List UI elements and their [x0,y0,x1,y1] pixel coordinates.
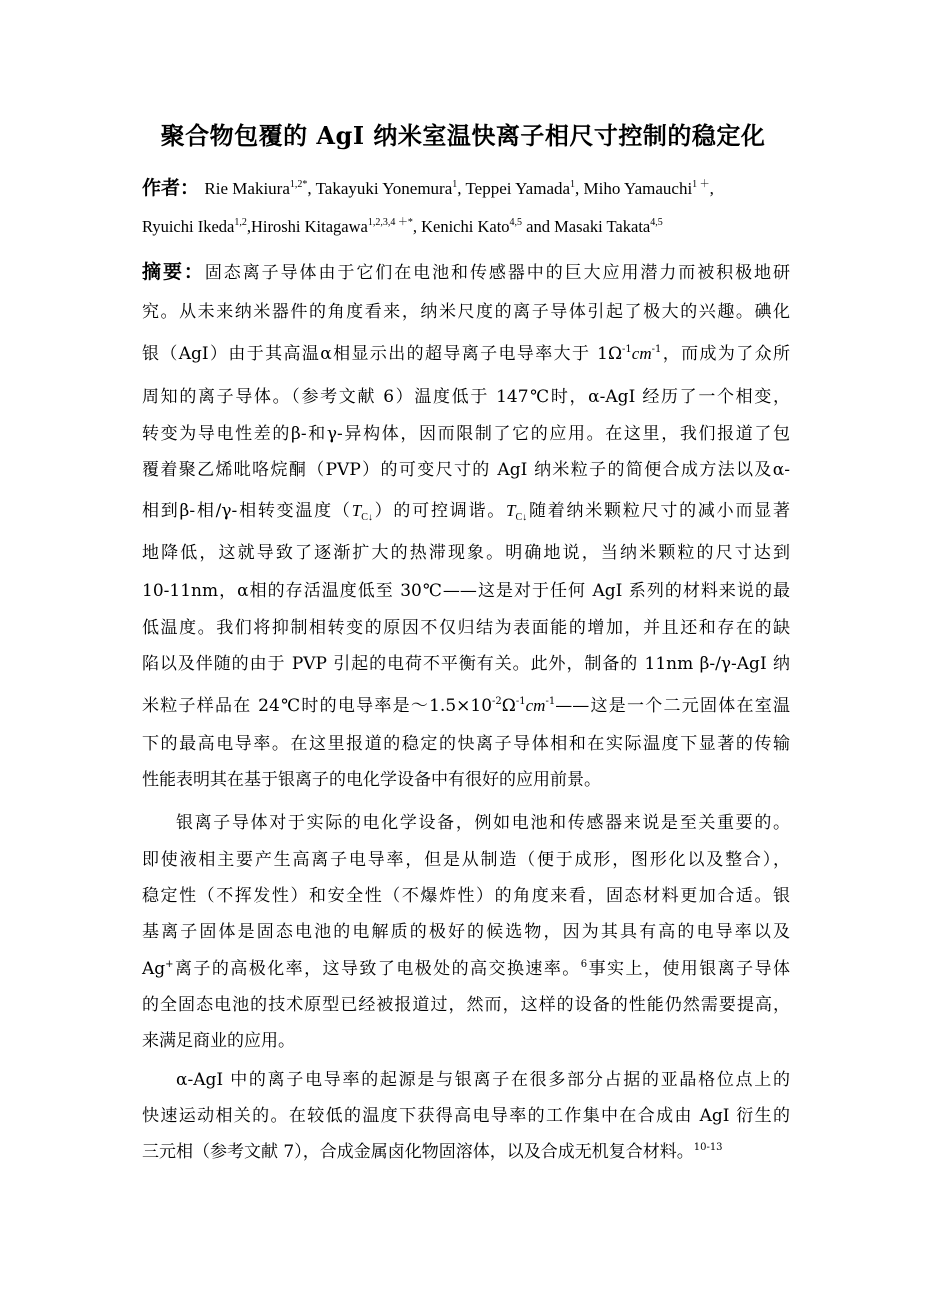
abstract-line: 性能表明其在基于银离子的电化学设备中有很好的应用前景。 [142,770,601,790]
author: Miho Yamauchi$^{1 +}$, [583,179,714,198]
body-line: 稳定性（不挥发性）和安全性（不爆炸性）的角度来看，固态材料更加合适。银 [142,886,790,906]
abstract-line: 周知的离子导体。（参考文献 6）温度低于 147℃时，α-AgI 经历了一个相变， [142,387,790,407]
tc-symbol: $T_{C↓}$ [351,501,373,523]
abstract-line: 低温度。我们将抑制相转变的原因不仅归结为表面能的增加，并且还和存在的缺 [142,618,790,638]
author: Ryuichi Ikeda$^{1,2}$, [142,217,251,236]
body-line: Ag+离子的高极化率，这导致了电极处的高交换速率。$^6$事实上，使用银离子导体 [142,959,791,979]
abstract-line: 下的最高电导率。在这里报道的稳定的快离子导体相和在实际温度下显著的传输 [142,734,790,754]
body-line: α-AgI 中的离子电导率的起源是与银离子在很多部分占据的亚晶格位点上的 [176,1070,790,1090]
abstract-line: 陷以及伴随的由于 PVP 引起的电荷不平衡有关。此外，制备的 11nm β-/γ-AgI 纳 [142,654,790,674]
author: Takayuki Yonemura$^1$, [315,179,466,198]
abstract-line: 相到β-相/γ-相转变温度$(T_{C↓})$的可控调谐。$T_{C↓}$随着纳米颗粒尺寸的减小而显著 [142,501,791,523]
body-line: 即使液相主要产生高离子电导率，但是从制造（便于成形，图形化以及整合）， [142,850,790,870]
body-line: 快速运动相关的。在较低的温度下获得高电导率的工作集中在合成由 AgI 衍生的 [142,1106,790,1126]
abstract-line: 银（AgI）由于其高温α相显示出的超导离子电导率大于 $1\Omega^{-1}cm^{-1}$，而成为了众所 [142,344,790,364]
abstract-line: 转变为导电性差的β-和γ-异构体，因而限制了它的应用。在这里，我们报道了包 [142,424,790,444]
body-line: 来满足商业的应用。 [142,1031,295,1051]
abstract-label: 摘要： [142,261,205,283]
authors-label: 作者： [142,177,200,199]
author-line-2 [142,213,790,241]
body-line: 银离子导体对于实际的电化学设备，例如电池和传感器来说是至关重要的。 [176,813,790,833]
author: Masaki Takata$^{4,5}$ [554,217,663,236]
paper-title: 聚合物包覆的 AgI 纳米室温快离子相尺寸控制的稳定化 [160,121,766,150]
abstract-line: 地降低，这就导致了逐渐扩大的热滞现象。明确地说，当纳米颗粒的尺寸达到 [142,543,790,563]
author: Kenichi Kato$^{4,5}$ and [421,217,555,236]
abstract-line: 覆着聚乙烯吡咯烷酮（PVP）的可变尺寸的 AgI 纳米粒子的简便合成方法以及α- [142,460,790,480]
author: Teppei Yamada$^1$, [465,179,584,198]
abstract-line: 摘要：固态离子导体由于它们在电池和传感器中的巨大应用潜力而被积极地研 [142,261,790,283]
body-line: 基离子固体是固态电池的电解质的极好的候选物，因为其具有高的电导率以及 [142,922,790,942]
abstract-line: 究。从未来纳米器件的角度看来，纳米尺度的离子导体引起了极大的兴趣。碘化 [142,302,790,322]
abstract-line: 10-11nm，α相的存活温度低至 30℃——这是对于任何 AgI 系列的材料来说的最 [142,581,790,601]
tc-symbol: $T_{C↓}$ [506,501,528,523]
abstract-line: 米粒子样品在 24℃时的电导率是$\sim 1.5\times 10^{-2}\Omega^{-1}cm^{-1}——$这是一个二元固体在室温 [142,696,791,716]
author: Hiroshi Kitagawa$^{1,2,3,4 +*}$, [250,217,422,236]
author-line-1 [142,174,790,203]
author: Rie Makiura$^{1,2*}$, [204,179,316,198]
body-line: 三元相（参考文献 7），合成金属卤化物固溶体，以及合成无机复合材料。$^{10-13}$ [142,1142,723,1162]
body-line: 的全固态电池的技术原型已经被报道过，然而，这样的设备的性能仍然需要提高， [142,995,790,1015]
